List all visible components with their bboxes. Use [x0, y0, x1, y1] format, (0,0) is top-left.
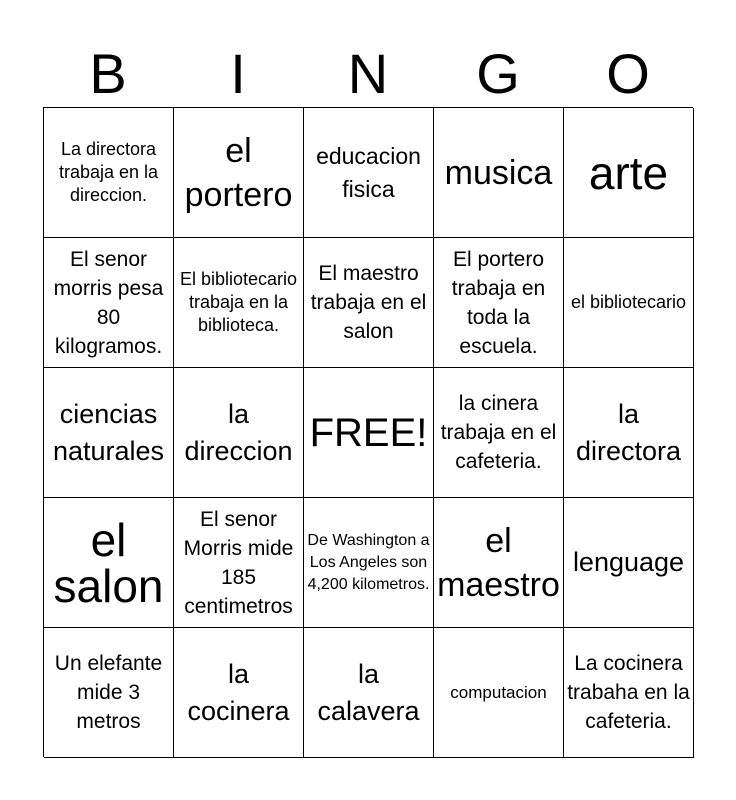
bingo-cell[interactable]	[44, 498, 174, 628]
cell-text: el bibliotecario	[570, 292, 687, 312]
cell-text: computacion	[450, 682, 547, 702]
bingo-cell[interactable]	[174, 628, 304, 758]
cell-text: ciencias naturales	[52, 398, 165, 466]
bingo-cell[interactable]	[304, 498, 434, 628]
bingo-cell[interactable]	[434, 628, 564, 758]
cell-text: El bibliotecario trabaja en la biblioteca.	[179, 269, 298, 335]
cell-text: la cinera trabaja en el cafeteria.	[440, 392, 557, 473]
cell-text: el maestro	[437, 521, 560, 604]
free-space[interactable]	[304, 368, 434, 498]
bingo-cell[interactable]	[434, 498, 564, 628]
cell-text: El senor Morris mide 185 centimetros	[183, 507, 294, 618]
cell-text: lenguage	[572, 547, 685, 577]
cell-text: Un elefante mide 3 metros	[54, 652, 163, 733]
cell-text: El portero trabaja en toda la escuela.	[451, 247, 546, 358]
cell-text: la directora	[575, 398, 682, 466]
bingo-cell[interactable]	[44, 368, 174, 498]
cell-text: la calavera	[317, 658, 420, 726]
bingo-cell[interactable]	[564, 368, 694, 498]
header-letter-o: O	[606, 42, 650, 105]
bingo-cell[interactable]	[304, 238, 434, 368]
bingo-cell[interactable]	[44, 628, 174, 758]
cell-text: FREE!	[309, 410, 428, 455]
bingo-card-grid	[43, 107, 693, 757]
bingo-cell[interactable]	[304, 628, 434, 758]
cell-text: el portero	[184, 131, 293, 214]
cell-text: arte	[588, 146, 669, 199]
bingo-cell[interactable]	[174, 108, 304, 238]
cell-text: El senor morris pesa 80 kilogramos.	[53, 247, 164, 358]
bingo-cell[interactable]	[434, 238, 564, 368]
cell-text: La directora trabaja en la direccion.	[58, 139, 159, 205]
bingo-cell[interactable]	[434, 108, 564, 238]
header-letter-b: B	[89, 42, 127, 105]
bingo-cell[interactable]	[564, 498, 694, 628]
header-letter-i: I	[230, 42, 246, 105]
bingo-header	[43, 40, 693, 108]
cell-text: educacion fisica	[316, 142, 421, 202]
bingo-cell[interactable]	[304, 108, 434, 238]
bingo-cell[interactable]	[564, 238, 694, 368]
cell-text: la cocinera	[187, 658, 290, 726]
bingo-cell[interactable]	[44, 238, 174, 368]
cell-text: El maestro trabaja en el salon	[310, 262, 427, 343]
bingo-cell[interactable]	[174, 238, 304, 368]
header-letter-g: G	[476, 42, 520, 105]
cell-text: la direccion	[184, 398, 293, 466]
header-letter-n: N	[347, 42, 389, 105]
bingo-cell[interactable]	[434, 368, 564, 498]
bingo-cell[interactable]	[44, 108, 174, 238]
bingo-cell[interactable]	[564, 108, 694, 238]
cell-text: La cocinera trabaha en la cafeteria.	[567, 652, 690, 733]
cell-text: el salon	[53, 513, 164, 612]
cell-text: De Washington a Los Angeles son 4,200 kilometros.	[307, 531, 430, 593]
bingo-cell[interactable]	[174, 368, 304, 498]
cell-text: musica	[444, 153, 553, 192]
bingo-cell[interactable]	[174, 498, 304, 628]
bingo-cell[interactable]	[564, 628, 694, 758]
